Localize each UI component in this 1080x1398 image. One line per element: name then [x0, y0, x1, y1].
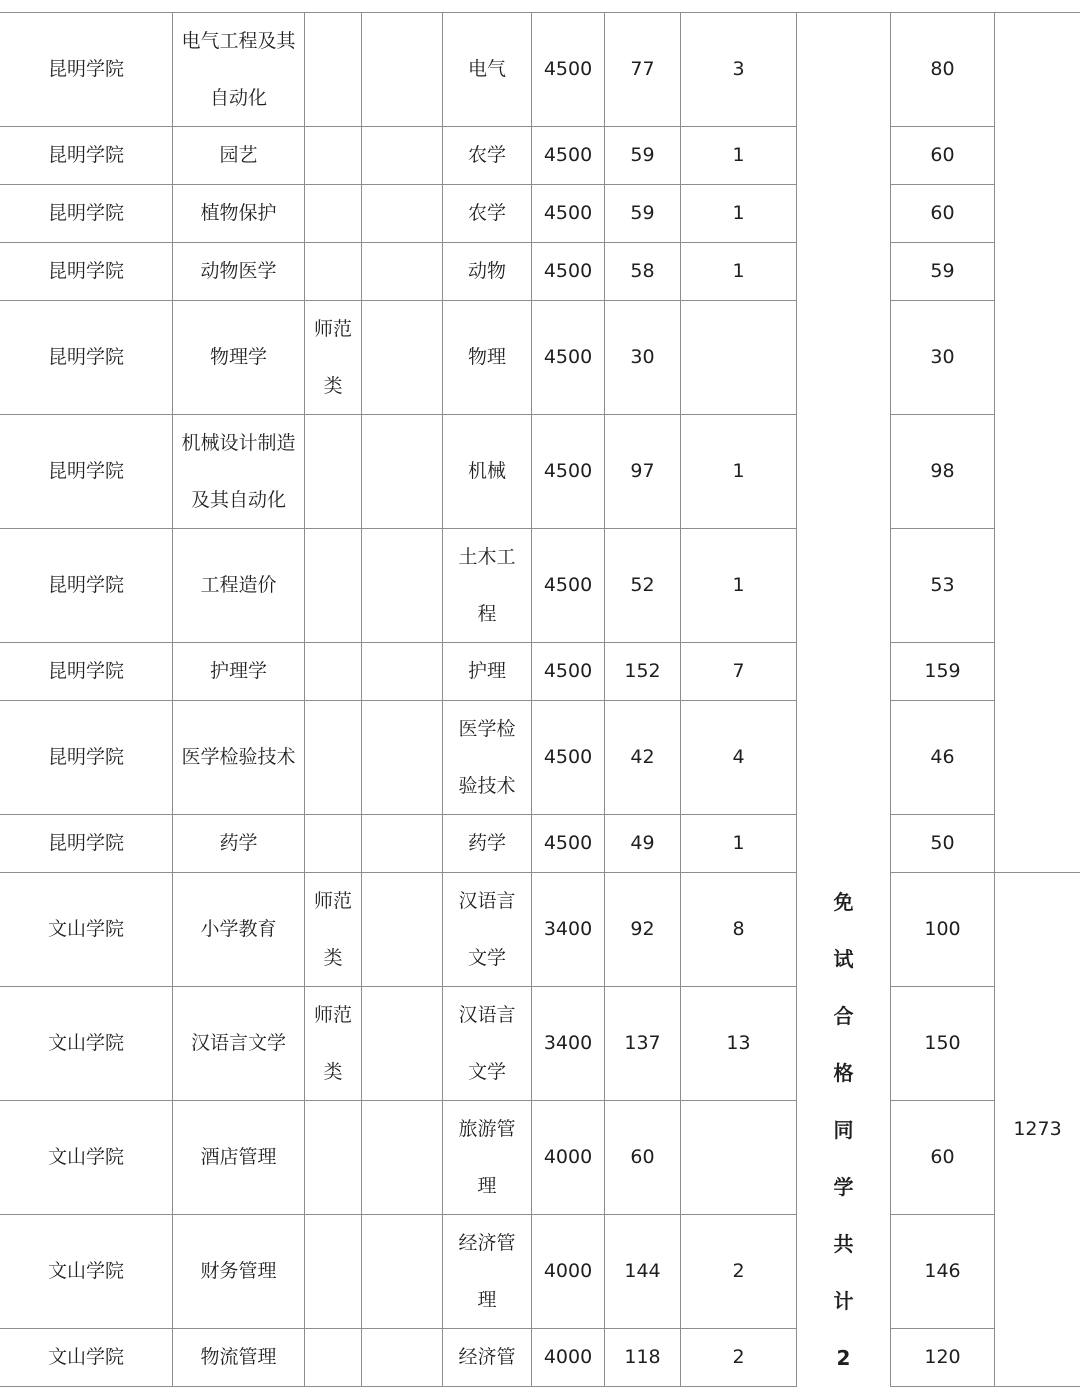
extra-count-cell — [681, 1215, 797, 1329]
subject-cell — [443, 987, 532, 1101]
tuition-text: 4500 — [543, 460, 593, 482]
plan-total-text: 59 — [930, 260, 955, 282]
note-char: 学 — [833, 1175, 854, 1199]
school-text: 文山学院 — [47, 1346, 124, 1368]
school-text: 昆明学院 — [47, 144, 124, 166]
school-cell — [0, 127, 173, 185]
plan-total-cell — [891, 415, 995, 529]
note-char: 免 — [833, 890, 854, 914]
school-text: 文山学院 — [47, 1146, 124, 1168]
major-text: 酒店管理 — [200, 1146, 277, 1168]
blank-cell — [362, 1101, 443, 1215]
plan-count-cell — [605, 643, 681, 701]
extra-count-text: 13 — [726, 1032, 751, 1054]
subject-text: 电气 — [467, 58, 506, 80]
school-cell — [0, 873, 173, 987]
plan-count-cell — [605, 1101, 681, 1215]
major-cell — [173, 415, 305, 529]
blank-cell — [362, 1215, 443, 1329]
note-char: 计 — [833, 1289, 854, 1313]
extra-count-text: 2 — [732, 1260, 745, 1282]
note-char: 合 — [833, 1004, 854, 1028]
school-text: 昆明学院 — [47, 260, 124, 282]
plan-count-cell — [605, 701, 681, 815]
school-cell — [0, 987, 173, 1101]
subject-text: 汉语言 — [458, 1003, 516, 1026]
extra-count-cell — [681, 185, 797, 243]
note-char: 同 — [833, 1118, 854, 1142]
subject-text: 理 — [477, 1288, 497, 1311]
major-cell — [173, 815, 305, 873]
plan-total-cell — [891, 529, 995, 643]
subject-cell — [443, 185, 532, 243]
tuition-cell — [532, 643, 605, 701]
subject-cell — [443, 127, 532, 185]
major-text: 汉语言文学 — [190, 1032, 286, 1054]
school-text: 昆明学院 — [47, 346, 124, 368]
major-cell — [173, 643, 305, 701]
tuition-text: 4500 — [543, 144, 593, 166]
tuition-text: 4500 — [543, 660, 593, 682]
extra-count-cell — [681, 243, 797, 301]
plan-total-text: 100 — [924, 918, 961, 940]
school-cell — [0, 415, 173, 529]
category-cell — [305, 127, 362, 185]
plan-total-text: 60 — [930, 202, 955, 224]
category-cell — [305, 1101, 362, 1215]
plan-count-cell — [605, 301, 681, 415]
school-text: 文山学院 — [47, 1032, 124, 1054]
subject-text: 经济管 — [458, 1231, 516, 1254]
subject-text: 经济管 — [458, 1346, 516, 1368]
extra-count-text: 8 — [732, 918, 745, 940]
subject-text: 农学 — [467, 144, 506, 166]
plan-total-cell — [891, 643, 995, 701]
extra-count-text: 3 — [732, 58, 745, 80]
plan-total-cell — [891, 301, 995, 415]
major-text: 医学检验技术 — [181, 746, 296, 768]
plan-count-text: 58 — [630, 260, 655, 282]
subject-cell — [443, 1329, 532, 1387]
tuition-text: 4500 — [543, 202, 593, 224]
group-total-cell — [995, 873, 1080, 1387]
extra-count-cell — [681, 701, 797, 815]
plan-count-text: 60 — [630, 1146, 655, 1168]
tuition-cell — [532, 127, 605, 185]
extra-count-cell — [681, 1329, 797, 1387]
plan-total-text: 98 — [930, 460, 955, 482]
school-cell — [0, 301, 173, 415]
subject-text: 验技术 — [458, 774, 516, 797]
blank-cell — [362, 415, 443, 529]
subject-text: 文学 — [467, 1060, 506, 1083]
plan-count-cell — [605, 185, 681, 243]
group-total-value: 1273 — [1013, 1118, 1062, 1140]
major-text: 物理学 — [209, 346, 267, 368]
plan-total-cell — [891, 815, 995, 873]
major-text: 园艺 — [219, 144, 258, 166]
tuition-cell — [532, 1215, 605, 1329]
blank-cell — [362, 127, 443, 185]
subject-text: 医学检 — [458, 717, 516, 740]
extra-count-text: 1 — [732, 260, 745, 282]
major-cell — [173, 1215, 305, 1329]
plan-total-text: 60 — [930, 144, 955, 166]
plan-total-cell — [891, 185, 995, 243]
plan-count-cell — [605, 127, 681, 185]
plan-count-text: 118 — [624, 1346, 661, 1368]
tuition-cell — [532, 873, 605, 987]
subject-text: 物理 — [467, 346, 506, 368]
major-cell — [173, 127, 305, 185]
school-text: 昆明学院 — [47, 832, 124, 854]
plan-count-cell — [605, 1215, 681, 1329]
plan-count-text: 59 — [630, 202, 655, 224]
extra-count-cell — [681, 873, 797, 987]
plan-total-text: 159 — [924, 660, 961, 682]
school-text: 文山学院 — [47, 918, 124, 940]
blank-cell — [362, 987, 443, 1101]
tuition-text: 4500 — [543, 260, 593, 282]
subject-text: 程 — [477, 602, 497, 625]
plan-total-cell — [891, 1329, 995, 1387]
plan-count-text: 97 — [630, 460, 655, 482]
plan-total-cell — [891, 1215, 995, 1329]
extra-count-cell — [681, 529, 797, 643]
plan-total-text: 146 — [924, 1260, 961, 1282]
major-text: 药学 — [219, 832, 258, 854]
subject-cell — [443, 873, 532, 987]
tuition-cell — [532, 243, 605, 301]
plan-count-text: 59 — [630, 144, 655, 166]
major-text: 机械设计制造 — [181, 431, 296, 454]
note-column — [797, 13, 891, 1387]
subject-text: 旅游管 — [458, 1117, 516, 1140]
blank-cell — [362, 301, 443, 415]
category-text: 类 — [323, 374, 343, 397]
extra-count-cell — [681, 301, 797, 415]
plan-total-cell — [891, 1101, 995, 1215]
subject-cell — [443, 415, 532, 529]
school-cell — [0, 243, 173, 301]
school-text: 昆明学院 — [47, 202, 124, 224]
category-text: 师范 — [313, 1003, 352, 1026]
extra-count-text: 1 — [732, 832, 745, 854]
tuition-text: 4500 — [543, 346, 593, 368]
subject-text: 动物 — [467, 260, 506, 282]
tuition-text: 4000 — [543, 1146, 593, 1168]
major-text: 小学教育 — [200, 918, 277, 940]
major-cell — [173, 185, 305, 243]
plan-count-cell — [605, 13, 681, 127]
school-cell — [0, 643, 173, 701]
major-cell — [173, 13, 305, 127]
extra-count-text: 7 — [732, 660, 745, 682]
tuition-cell — [532, 1101, 605, 1215]
school-cell — [0, 529, 173, 643]
note-char: 2 — [836, 1346, 851, 1370]
major-cell — [173, 529, 305, 643]
tuition-text: 3400 — [543, 918, 593, 940]
category-text: 类 — [323, 1060, 343, 1083]
subject-text: 护理 — [467, 660, 506, 682]
plan-count-text: 152 — [624, 660, 661, 682]
plan-count-text: 144 — [624, 1260, 661, 1282]
major-cell — [173, 987, 305, 1101]
extra-count-text: 4 — [732, 746, 745, 768]
major-text: 动物医学 — [200, 260, 277, 282]
category-cell — [305, 13, 362, 127]
school-text: 昆明学院 — [47, 746, 124, 768]
extra-count-text: 1 — [732, 460, 745, 482]
blank-cell — [362, 701, 443, 815]
school-cell — [0, 13, 173, 127]
blank-cell — [362, 1329, 443, 1387]
tuition-text: 4500 — [543, 58, 593, 80]
extra-count-cell — [681, 127, 797, 185]
tuition-text: 4500 — [543, 832, 593, 854]
plan-total-cell — [891, 13, 995, 127]
blank-cell — [362, 243, 443, 301]
school-cell — [0, 701, 173, 815]
major-text: 护理学 — [209, 660, 267, 682]
plan-count-cell — [605, 873, 681, 987]
plan-count-text: 137 — [624, 1032, 661, 1054]
category-cell — [305, 185, 362, 243]
extra-count-cell — [681, 1101, 797, 1215]
tuition-cell — [532, 415, 605, 529]
major-text: 及其自动化 — [190, 488, 286, 511]
plan-total-text: 80 — [930, 58, 955, 80]
subject-cell — [443, 529, 532, 643]
tuition-cell — [532, 701, 605, 815]
plan-count-cell — [605, 243, 681, 301]
category-cell — [305, 873, 362, 987]
subject-cell — [443, 1215, 532, 1329]
subject-text: 汉语言 — [458, 889, 516, 912]
plan-count-cell — [605, 1329, 681, 1387]
category-cell — [305, 1215, 362, 1329]
tuition-cell — [532, 815, 605, 873]
extra-count-text: 1 — [732, 574, 745, 596]
plan-count-cell — [605, 987, 681, 1101]
category-text: 类 — [323, 946, 343, 969]
major-text: 财务管理 — [200, 1260, 277, 1282]
extra-count-text: 1 — [732, 202, 745, 224]
tuition-text: 4000 — [543, 1346, 593, 1368]
plan-total-text: 120 — [924, 1346, 961, 1368]
major-cell — [173, 1101, 305, 1215]
category-cell — [305, 815, 362, 873]
subject-text: 药学 — [467, 832, 506, 854]
blank-cell — [362, 529, 443, 643]
major-text: 电气工程及其 — [181, 29, 296, 52]
subject-text: 机械 — [467, 460, 506, 482]
plan-count-text: 30 — [630, 346, 655, 368]
major-cell — [173, 701, 305, 815]
extra-count-text: 1 — [732, 144, 745, 166]
plan-total-text: 53 — [930, 574, 955, 596]
tuition-text: 3400 — [543, 1032, 593, 1054]
note-char: 共 — [833, 1232, 854, 1256]
extra-count-cell — [681, 415, 797, 529]
subject-cell — [443, 815, 532, 873]
note-char: 格 — [833, 1061, 854, 1085]
major-text: 自动化 — [209, 86, 267, 109]
plan-count-text: 52 — [630, 574, 655, 596]
category-cell — [305, 643, 362, 701]
major-cell — [173, 1329, 305, 1387]
tuition-text: 4000 — [543, 1260, 593, 1282]
subject-cell — [443, 701, 532, 815]
subject-cell — [443, 1101, 532, 1215]
subject-text: 农学 — [467, 202, 506, 224]
extra-count-cell — [681, 13, 797, 127]
total-cell-empty — [995, 13, 1080, 873]
plan-total-cell — [891, 987, 995, 1101]
category-cell — [305, 701, 362, 815]
extra-count-cell — [681, 643, 797, 701]
school-text: 昆明学院 — [47, 460, 124, 482]
plan-total-text: 150 — [924, 1032, 961, 1054]
tuition-cell — [532, 13, 605, 127]
plan-total-cell — [891, 701, 995, 815]
category-text: 师范 — [313, 889, 352, 912]
school-cell — [0, 1329, 173, 1387]
school-text: 昆明学院 — [47, 660, 124, 682]
tuition-cell — [532, 987, 605, 1101]
blank-cell — [362, 185, 443, 243]
school-cell — [0, 1215, 173, 1329]
subject-text: 文学 — [467, 946, 506, 969]
school-text: 昆明学院 — [47, 574, 124, 596]
blank-cell — [362, 13, 443, 127]
tuition-text: 4500 — [543, 574, 593, 596]
major-text: 工程造价 — [200, 574, 277, 596]
category-cell — [305, 1329, 362, 1387]
plan-count-cell — [605, 815, 681, 873]
plan-total-text: 30 — [930, 346, 955, 368]
category-text: 师范 — [313, 317, 352, 340]
subject-cell — [443, 301, 532, 415]
plan-count-cell — [605, 415, 681, 529]
subject-text: 土木工 — [458, 545, 516, 568]
plan-total-text: 60 — [930, 1146, 955, 1168]
school-cell — [0, 1101, 173, 1215]
category-cell — [305, 243, 362, 301]
tuition-cell — [532, 185, 605, 243]
subject-text: 理 — [477, 1174, 497, 1197]
plan-count-text: 92 — [630, 918, 655, 940]
major-text: 物流管理 — [200, 1346, 277, 1368]
plan-count-text: 49 — [630, 832, 655, 854]
major-cell — [173, 873, 305, 987]
subject-cell — [443, 643, 532, 701]
blank-cell — [362, 815, 443, 873]
tuition-text: 4500 — [543, 746, 593, 768]
subject-cell — [443, 243, 532, 301]
tuition-cell — [532, 301, 605, 415]
plan-count-cell — [605, 529, 681, 643]
school-cell — [0, 185, 173, 243]
plan-count-text: 42 — [630, 746, 655, 768]
school-text: 文山学院 — [47, 1260, 124, 1282]
note-char: 试 — [833, 947, 854, 971]
extra-count-cell — [681, 815, 797, 873]
plan-total-cell — [891, 243, 995, 301]
major-cell — [173, 243, 305, 301]
tuition-cell — [532, 529, 605, 643]
category-cell — [305, 987, 362, 1101]
category-cell — [305, 529, 362, 643]
major-cell — [173, 301, 305, 415]
category-cell — [305, 301, 362, 415]
school-text: 昆明学院 — [47, 58, 124, 80]
plan-total-text: 50 — [930, 832, 955, 854]
plan-count-text: 77 — [630, 58, 655, 80]
major-text: 植物保护 — [200, 202, 277, 224]
extra-count-cell — [681, 987, 797, 1101]
extra-count-text: 2 — [732, 1346, 745, 1368]
plan-total-text: 46 — [930, 746, 955, 768]
blank-cell — [362, 643, 443, 701]
blank-cell — [362, 873, 443, 987]
school-cell — [0, 815, 173, 873]
tuition-cell — [532, 1329, 605, 1387]
plan-total-cell — [891, 873, 995, 987]
plan-total-cell — [891, 127, 995, 185]
category-cell — [305, 415, 362, 529]
subject-cell — [443, 13, 532, 127]
